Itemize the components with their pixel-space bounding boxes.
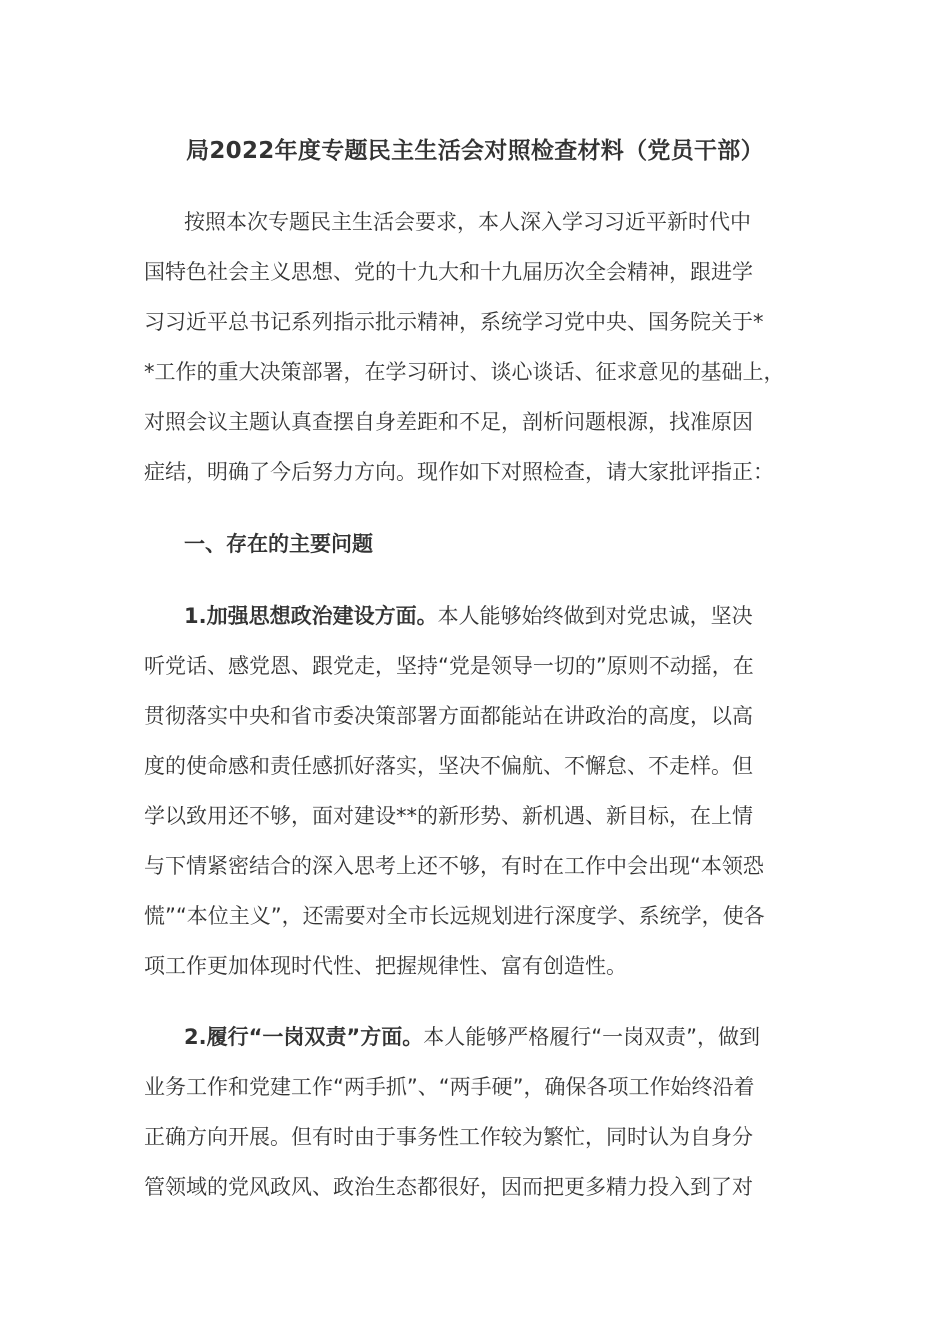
- item2-first-line: [184, 1021, 760, 1053]
- item2-line-2: 业务工作和党建工作“两手抓”、“两手硬”，确保各项工作始终沿着: [144, 1075, 755, 1099]
- item1-first-line: [184, 600, 753, 632]
- item1-line-7: 慌”“本位主义”，还需要对全市长远规划进行深度学、系统学，使各: [144, 904, 765, 928]
- section-heading: 一、存在的主要问题: [184, 532, 373, 556]
- item2-line-3: 正确方向开展。但有时由于事务性工作较为繁忙，同时认为自身分: [144, 1125, 753, 1149]
- item1-line-4: 度的使命感和责任感抓好落实，坚决不偏航、不懈怠、不走样。但: [144, 754, 753, 778]
- item1-line-6: 与下情紧密结合的深入思考上还不够，有时在工作中会出现“本领恐: [144, 854, 764, 878]
- intro-line-4: *工作的重大决策部署，在学习研讨、谈心谈话、征求意见的基础上，: [144, 360, 785, 384]
- item1-line-5: 学以致用还不够，面对建设**的新形势、新机遇、新目标，在上情: [144, 804, 753, 828]
- document-title: 局2022年度专题民主生活会对照检查材料（党员干部）: [186, 138, 764, 164]
- intro-line-2: 国特色社会主义思想、党的十九大和十九届历次全会精神，跟进学: [144, 260, 753, 284]
- item2-heading: 2.履行“一岗双责”方面。: [184, 1025, 424, 1049]
- item2-first-line-rest: 本人能够严格履行“一岗双责”，做到: [423, 1025, 760, 1049]
- intro-line-1: 按照本次专题民主生活会要求，本人深入学习习近平新时代中: [184, 210, 751, 234]
- item1-line-3: 贯彻落实中央和省市委决策部署方面都能站在讲政治的高度，以高: [144, 704, 753, 728]
- intro-line-3: 习习近平总书记系列指示批示精神，系统学习党中央、国务院关于*: [144, 310, 764, 334]
- item1-line-2: 听党话、感党恩、跟党走，坚持“党是领导一切的”原则不动摇，在: [144, 654, 754, 678]
- item1-heading: 1.加强思想政治建设方面。: [184, 604, 438, 628]
- item1-first-line-rest: 本人能够始终做到对党忠诚，坚决: [437, 604, 753, 628]
- intro-line-6: 症结，明确了今后努力方向。现作如下对照检查，请大家批评指正：: [144, 460, 774, 484]
- item2-line-4: 管领域的党风政风、政治生态都很好，因而把更多精力投入到了对: [144, 1175, 753, 1199]
- intro-line-5: 对照会议主题认真查摆自身差距和不足，剖析问题根源，找准原因: [144, 410, 753, 434]
- item1-line-8: 项工作更加体现时代性、把握规律性、富有创造性。: [144, 954, 627, 978]
